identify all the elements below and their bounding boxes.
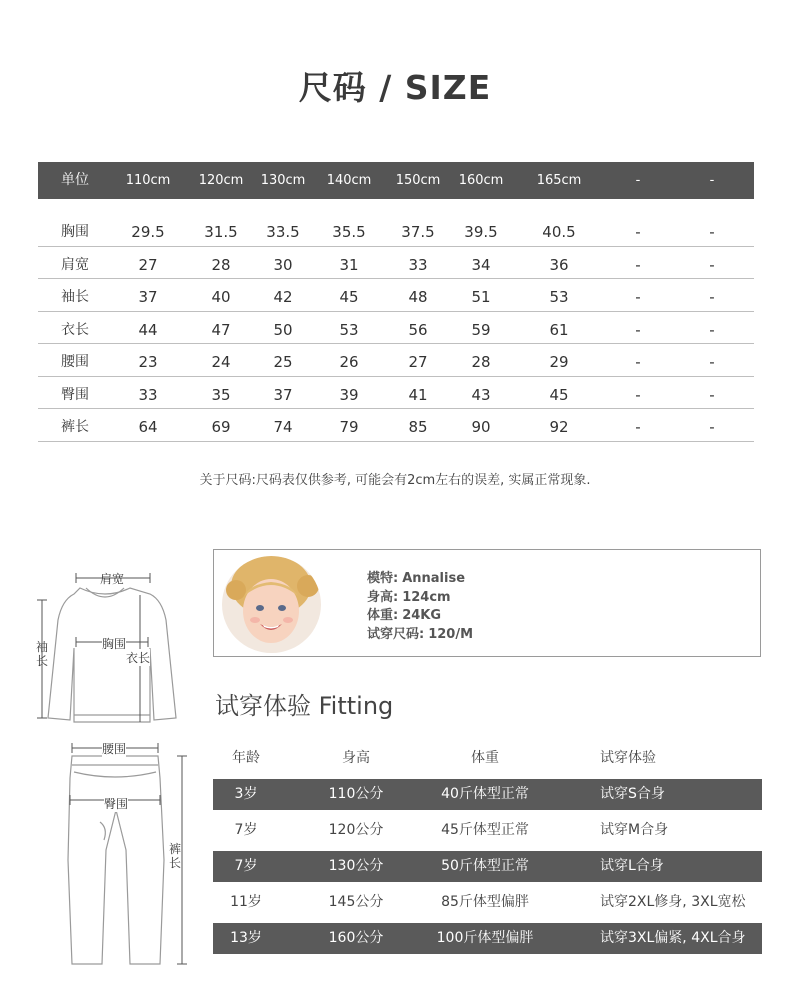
size-cell: 23 <box>138 353 158 371</box>
size-cell: - <box>709 255 715 274</box>
size-cell: 69 <box>211 418 231 436</box>
size-cell: 37.5 <box>401 223 435 241</box>
size-cell: 92 <box>549 418 569 436</box>
fitting-cell: 试穿3XL偏紧, 4XL合身 <box>600 930 746 946</box>
fitting-cell: 110公分 <box>328 786 384 802</box>
model-info-value: 24KG <box>402 608 442 623</box>
fitting-cell: 85斤体型偏胖 <box>441 894 529 910</box>
model-info-label: 试穿尺码: <box>367 626 425 642</box>
fitting-cell: 40斤体型正常 <box>441 786 529 802</box>
fitting-header-cell: 试穿体验 <box>600 750 656 766</box>
size-cell: 33.5 <box>266 223 300 241</box>
size-cell: 24 <box>211 353 231 371</box>
fitting-table-row <box>213 887 762 918</box>
fitting-header-cell: 体重 <box>471 750 499 766</box>
fitting-cell: 100斤体型偏胖 <box>436 930 534 946</box>
sleeve-label: 袖长 <box>35 640 48 668</box>
size-cell: 25 <box>273 353 293 371</box>
size-cell: - <box>635 320 641 339</box>
size-header-cell: 165cm <box>536 173 582 188</box>
size-cell: 31.5 <box>204 223 238 241</box>
fitting-header-cell: 年龄 <box>232 750 260 766</box>
size-cell: 31 <box>339 255 359 274</box>
size-table-row <box>38 344 754 377</box>
size-table-row <box>38 247 754 280</box>
size-cell: 53 <box>339 320 359 339</box>
size-cell: 50 <box>273 320 293 339</box>
size-cell: 33 <box>408 255 428 274</box>
size-cell: 39.5 <box>464 223 498 241</box>
model-info-label: 身高: <box>367 589 399 605</box>
length-label: 衣长 <box>126 651 151 665</box>
size-header-cell: 150cm <box>395 173 441 188</box>
size-cell: 40.5 <box>542 223 576 241</box>
size-cell: 39 <box>339 385 359 404</box>
model-info <box>367 570 473 644</box>
size-cell: 61 <box>549 320 569 339</box>
size-table-row <box>38 214 754 247</box>
size-table-row <box>38 377 754 410</box>
fitting-cell: 7岁 <box>234 822 258 838</box>
shoulder-label: 肩宽 <box>100 572 125 586</box>
fitting-table-header <box>213 742 762 774</box>
size-cell: 37 <box>138 288 158 306</box>
fitting-cell: 145公分 <box>328 894 384 910</box>
fitting-table-row <box>213 779 762 810</box>
size-cell: 43 <box>471 385 491 404</box>
fitting-cell: 试穿S合身 <box>600 786 665 802</box>
size-row-label: 裤长 <box>61 419 89 435</box>
size-cell: 36 <box>549 255 569 274</box>
size-row-label: 袖长 <box>61 289 89 305</box>
size-table-row <box>38 409 754 442</box>
size-cell: 35.5 <box>332 223 366 241</box>
size-cell: 34 <box>471 255 491 274</box>
size-cell: 44 <box>138 320 158 339</box>
fitting-cell: 120公分 <box>328 822 384 838</box>
page-title: 尺码 / SIZE <box>298 68 492 107</box>
size-row-label: 臀围 <box>61 386 89 403</box>
model-info-label: 模特: <box>367 571 399 586</box>
size-cell: - <box>709 320 715 339</box>
size-cell: 56 <box>408 320 428 339</box>
size-cell: 27 <box>408 353 428 371</box>
fitting-cell: 130公分 <box>328 858 384 874</box>
size-cell: 40 <box>211 288 231 306</box>
size-cell: 53 <box>549 288 569 306</box>
fitting-cell: 11岁 <box>230 894 262 910</box>
size-header-cell: 单位 <box>61 172 89 188</box>
size-cell: 74 <box>273 418 293 436</box>
size-table-body <box>38 214 754 442</box>
size-cell: 41 <box>408 385 428 404</box>
model-card <box>213 549 761 657</box>
fitting-table-row <box>213 851 762 882</box>
size-table-row <box>38 312 754 345</box>
size-cell: - <box>635 223 641 241</box>
size-cell: - <box>709 223 715 241</box>
size-cell: 85 <box>408 418 428 436</box>
size-cell: 26 <box>339 353 359 371</box>
size-note: 关于尺码:尺码表仅供参考, 可能会有2cm左右的误差, 实属正常现象. <box>199 473 591 488</box>
fitting-cell: 50斤体型正常 <box>441 858 529 874</box>
size-cell: - <box>709 418 715 436</box>
model-info-label: 体重: <box>367 608 399 623</box>
size-table-header <box>38 162 754 199</box>
model-info-row <box>367 570 473 589</box>
size-cell: 28 <box>211 255 231 274</box>
size-cell: 79 <box>339 418 359 436</box>
model-info-value: 120/M <box>428 626 474 642</box>
size-cell: - <box>635 418 641 436</box>
model-info-value: 124cm <box>402 589 451 605</box>
garment-outline-illustration <box>30 560 200 980</box>
size-row-label: 腰围 <box>61 354 89 370</box>
fitting-cell: 7岁 <box>234 858 258 874</box>
size-cell: 29 <box>549 353 569 371</box>
size-cell: - <box>635 353 641 371</box>
garment-diagrams <box>30 560 200 980</box>
size-row-label: 衣长 <box>61 321 89 338</box>
size-cell: 35 <box>211 385 231 404</box>
size-table-row <box>38 279 754 312</box>
fitting-cell: 试穿M合身 <box>600 822 669 838</box>
size-cell: - <box>709 288 715 306</box>
size-cell: 64 <box>138 418 158 436</box>
fitting-cell: 160公分 <box>328 930 384 946</box>
pants-length-label: 裤长 <box>168 842 181 870</box>
fitting-title: 试穿体验 Fitting <box>215 692 394 720</box>
size-row-label: 胸围 <box>61 224 89 240</box>
size-header-cell: 110cm <box>125 173 171 188</box>
size-cell: - <box>635 255 641 274</box>
size-cell: - <box>635 288 641 306</box>
size-cell: 51 <box>471 288 491 306</box>
size-cell: 30 <box>273 255 293 274</box>
fitting-header-cell: 身高 <box>342 750 370 766</box>
size-cell: - <box>635 385 641 404</box>
size-header-cell: 130cm <box>260 173 306 188</box>
fitting-cell: 试穿2XL修身, 3XL宽松 <box>600 894 746 910</box>
size-cell: 29.5 <box>131 223 165 241</box>
size-cell: 59 <box>471 320 491 339</box>
hip-label: 臀围 <box>104 797 129 811</box>
fitting-cell: 3岁 <box>234 786 258 802</box>
waist-label: 腰围 <box>102 742 127 756</box>
model-info-value: Annalise <box>402 571 466 586</box>
size-cell: 48 <box>408 288 428 306</box>
fitting-cell: 13岁 <box>230 930 262 946</box>
size-header-cell: 160cm <box>458 173 504 188</box>
model-info-row <box>367 626 473 645</box>
size-cell: 45 <box>549 385 569 404</box>
size-row-label: 肩宽 <box>61 256 89 273</box>
fitting-table-row <box>213 815 762 846</box>
model-info-row <box>367 607 473 626</box>
chest-label: 胸围 <box>102 637 127 651</box>
size-header-cell: - <box>635 173 641 188</box>
size-cell: 45 <box>339 288 359 306</box>
size-header-cell: - <box>709 173 715 188</box>
size-cell: - <box>709 353 715 371</box>
model-photo <box>222 556 321 653</box>
size-cell: 90 <box>471 418 491 436</box>
size-cell: 37 <box>273 385 293 404</box>
size-header-cell: 140cm <box>326 173 372 188</box>
size-cell: 33 <box>138 385 158 404</box>
size-cell: 27 <box>138 255 158 274</box>
fitting-cell: 45斤体型正常 <box>441 822 529 838</box>
size-cell: 47 <box>211 320 231 339</box>
size-header-cell: 120cm <box>198 173 244 188</box>
fitting-table-row <box>213 923 762 954</box>
size-cell: - <box>709 385 715 404</box>
model-portrait-illustration <box>222 556 321 653</box>
model-info-row <box>367 589 473 608</box>
size-cell: 42 <box>273 288 293 306</box>
size-cell: 28 <box>471 353 491 371</box>
fitting-cell: 试穿L合身 <box>600 858 664 874</box>
